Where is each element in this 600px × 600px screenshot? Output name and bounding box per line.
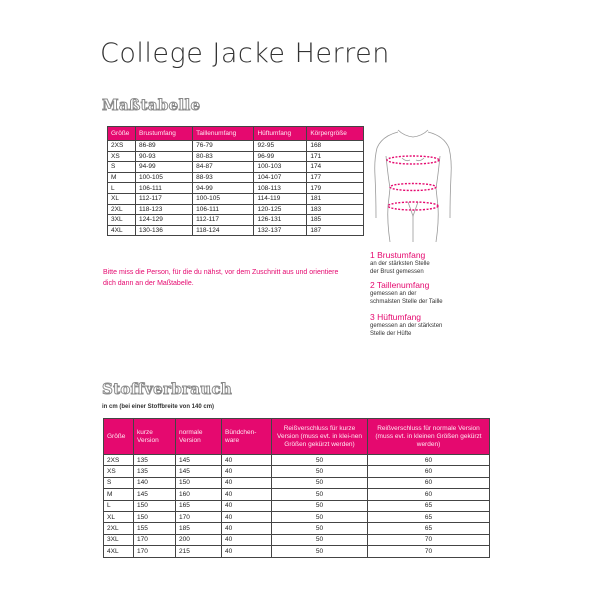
table-row	[104, 466, 490, 477]
table-cell: XS	[104, 466, 134, 477]
table-cell: 65	[368, 523, 490, 534]
table-row	[104, 477, 490, 488]
table-cell: 40	[222, 477, 272, 488]
table-cell: 114-119	[254, 193, 307, 204]
table-row	[108, 225, 364, 236]
table-cell: 155	[134, 523, 176, 534]
table-cell: 50	[272, 546, 368, 557]
table-cell: 90-93	[136, 151, 193, 162]
table-cell: 100-105	[136, 172, 193, 183]
table-cell: 76-79	[193, 141, 254, 152]
table-row	[108, 172, 364, 183]
table-row	[108, 193, 364, 204]
table-cell: 104-107	[254, 172, 307, 183]
measurement-desc: schmalsten Stelle der Taille	[370, 299, 443, 305]
table-cell: XS	[108, 151, 136, 162]
table-cell: 60	[368, 489, 490, 500]
table-cell: 2XL	[108, 204, 136, 215]
table-cell: 40	[222, 534, 272, 545]
table-cell: 40	[222, 500, 272, 511]
table-cell: 120-125	[254, 204, 307, 215]
table-cell: 60	[368, 477, 490, 488]
column-header: Körpergröße	[307, 127, 364, 141]
table-row	[104, 534, 490, 545]
table-cell: 170	[134, 534, 176, 545]
table-cell: 135	[134, 466, 176, 477]
table-row	[108, 183, 364, 194]
table-cell: XL	[108, 193, 136, 204]
fabric-subheading: in cm (bei einer Stoffbreite von 140 cm)	[102, 404, 215, 410]
column-header: Größe	[104, 419, 134, 455]
table-row	[104, 546, 490, 557]
page-title: College Jacke Herren	[100, 38, 390, 69]
table-row	[104, 455, 490, 466]
table-cell: 100-103	[254, 162, 307, 173]
table-cell: 40	[222, 466, 272, 477]
table-cell: 50	[272, 477, 368, 488]
size-chart-header-row	[108, 127, 364, 141]
column-header: kurze Version	[134, 419, 176, 455]
table-cell: 50	[272, 466, 368, 477]
table-cell: 3XL	[108, 215, 136, 226]
measurement-desc: der Brust gemessen	[370, 269, 424, 275]
table-row	[108, 204, 364, 215]
column-header: Taillenumfang	[193, 127, 254, 141]
table-cell: 65	[368, 500, 490, 511]
table-cell: 177	[307, 172, 364, 183]
column-header: normale Version	[176, 419, 222, 455]
table-cell: M	[108, 172, 136, 183]
table-row	[108, 151, 364, 162]
measurement-name: 3 Hüftumfang	[370, 312, 422, 322]
table-cell: 50	[272, 500, 368, 511]
column-header: Bündchen-ware	[222, 419, 272, 455]
table-cell: L	[104, 500, 134, 511]
table-cell: 50	[272, 489, 368, 500]
body-figure-illustration	[368, 126, 458, 246]
column-header: Reißverschluss für normale Version (muss evt. in kleinen Größen gekürzt werden)	[368, 419, 490, 455]
table-cell: M	[104, 489, 134, 500]
size-chart-table	[107, 126, 364, 236]
table-cell: 160	[176, 489, 222, 500]
table-cell: 60	[368, 466, 490, 477]
fabric-heading: Stoffverbrauch	[102, 380, 233, 398]
table-cell: 2XS	[108, 141, 136, 152]
table-cell: 150	[134, 511, 176, 522]
measurement-desc: gemessen an der stärksten	[370, 323, 443, 329]
table-cell: 135	[134, 455, 176, 466]
table-cell: 65	[368, 511, 490, 522]
table-cell: 4XL	[108, 225, 136, 236]
table-cell: 185	[176, 523, 222, 534]
table-cell: 215	[176, 546, 222, 557]
table-cell: 185	[307, 215, 364, 226]
table-cell: 100-105	[193, 193, 254, 204]
measurement-hip	[370, 312, 442, 338]
table-row	[108, 162, 364, 173]
table-cell: 84-87	[193, 162, 254, 173]
table-cell: 106-111	[193, 204, 254, 215]
table-cell: 50	[272, 534, 368, 545]
measurement-name: 1 Brustumfang	[370, 250, 426, 260]
table-cell: 165	[176, 500, 222, 511]
table-row	[104, 523, 490, 534]
measurement-name: 2 Taillenumfang	[370, 280, 430, 290]
measurement-desc: an der stärksten Stelle	[370, 261, 430, 267]
column-header: Hüftumfang	[254, 127, 307, 141]
table-cell: 150	[176, 477, 222, 488]
table-cell: 96-99	[254, 151, 307, 162]
table-cell: 126-131	[254, 215, 307, 226]
table-cell: 112-117	[193, 215, 254, 226]
table-cell: 140	[134, 477, 176, 488]
table-cell: 171	[307, 151, 364, 162]
column-header: Reißverschluss für kurze Version (muss evt. in klei-nen Größen gekürzt werden)	[272, 419, 368, 455]
table-cell: 60	[368, 455, 490, 466]
table-cell: 92-95	[254, 141, 307, 152]
table-cell: 2XL	[104, 523, 134, 534]
table-cell: 183	[307, 204, 364, 215]
table-cell: 50	[272, 511, 368, 522]
table-cell: 168	[307, 141, 364, 152]
table-cell: 40	[222, 455, 272, 466]
table-cell: 70	[368, 546, 490, 557]
fabric-table	[103, 418, 490, 558]
table-cell: 150	[134, 500, 176, 511]
table-cell: 118-123	[136, 204, 193, 215]
table-cell: 187	[307, 225, 364, 236]
measurement-note: Bitte miss die Person, für die du nähst, vor dem Zuschnitt aus und orientiere dich dann an der Maßtabelle.	[103, 269, 339, 287]
table-cell: 145	[176, 466, 222, 477]
size-chart-heading: Maßtabelle	[102, 96, 201, 114]
table-row	[104, 511, 490, 522]
table-cell: 200	[176, 534, 222, 545]
table-cell: 106-111	[136, 183, 193, 194]
measurement-chest	[370, 250, 430, 276]
table-cell: 2XS	[104, 455, 134, 466]
table-cell: 94-99	[136, 162, 193, 173]
table-cell: 3XL	[104, 534, 134, 545]
table-cell: 94-99	[193, 183, 254, 194]
measurement-desc: gemessen an der	[370, 291, 417, 297]
table-cell: 4XL	[104, 546, 134, 557]
table-cell: 70	[368, 534, 490, 545]
table-row	[104, 489, 490, 500]
table-cell: S	[104, 477, 134, 488]
table-cell: 132-137	[254, 225, 307, 236]
table-cell: 40	[222, 546, 272, 557]
table-cell: 50	[272, 523, 368, 534]
fabric-header-row	[104, 419, 490, 455]
table-cell: 40	[222, 523, 272, 534]
table-cell: 170	[176, 511, 222, 522]
table-cell: 179	[307, 183, 364, 194]
table-row	[108, 141, 364, 152]
column-header: Brustumfang	[136, 127, 193, 141]
table-cell: 130-136	[136, 225, 193, 236]
table-cell: 145	[134, 489, 176, 500]
table-cell: 80-83	[193, 151, 254, 162]
table-cell: 40	[222, 489, 272, 500]
table-cell: 170	[134, 546, 176, 557]
table-cell: 88-93	[193, 172, 254, 183]
table-cell: 86-89	[136, 141, 193, 152]
table-cell: 124-129	[136, 215, 193, 226]
table-cell: 50	[272, 455, 368, 466]
measurement-waist	[370, 280, 443, 306]
table-cell: 174	[307, 162, 364, 173]
table-row	[108, 215, 364, 226]
table-cell: L	[108, 183, 136, 194]
table-cell: 112-117	[136, 193, 193, 204]
table-row	[104, 500, 490, 511]
table-cell: XL	[104, 511, 134, 522]
table-cell: 145	[176, 455, 222, 466]
table-cell: 118-124	[193, 225, 254, 236]
table-cell: 181	[307, 193, 364, 204]
measurement-desc: Stelle der Hüfte	[370, 331, 412, 337]
table-cell: 108-113	[254, 183, 307, 194]
column-header: Größe	[108, 127, 136, 141]
table-cell: S	[108, 162, 136, 173]
table-cell: 40	[222, 511, 272, 522]
